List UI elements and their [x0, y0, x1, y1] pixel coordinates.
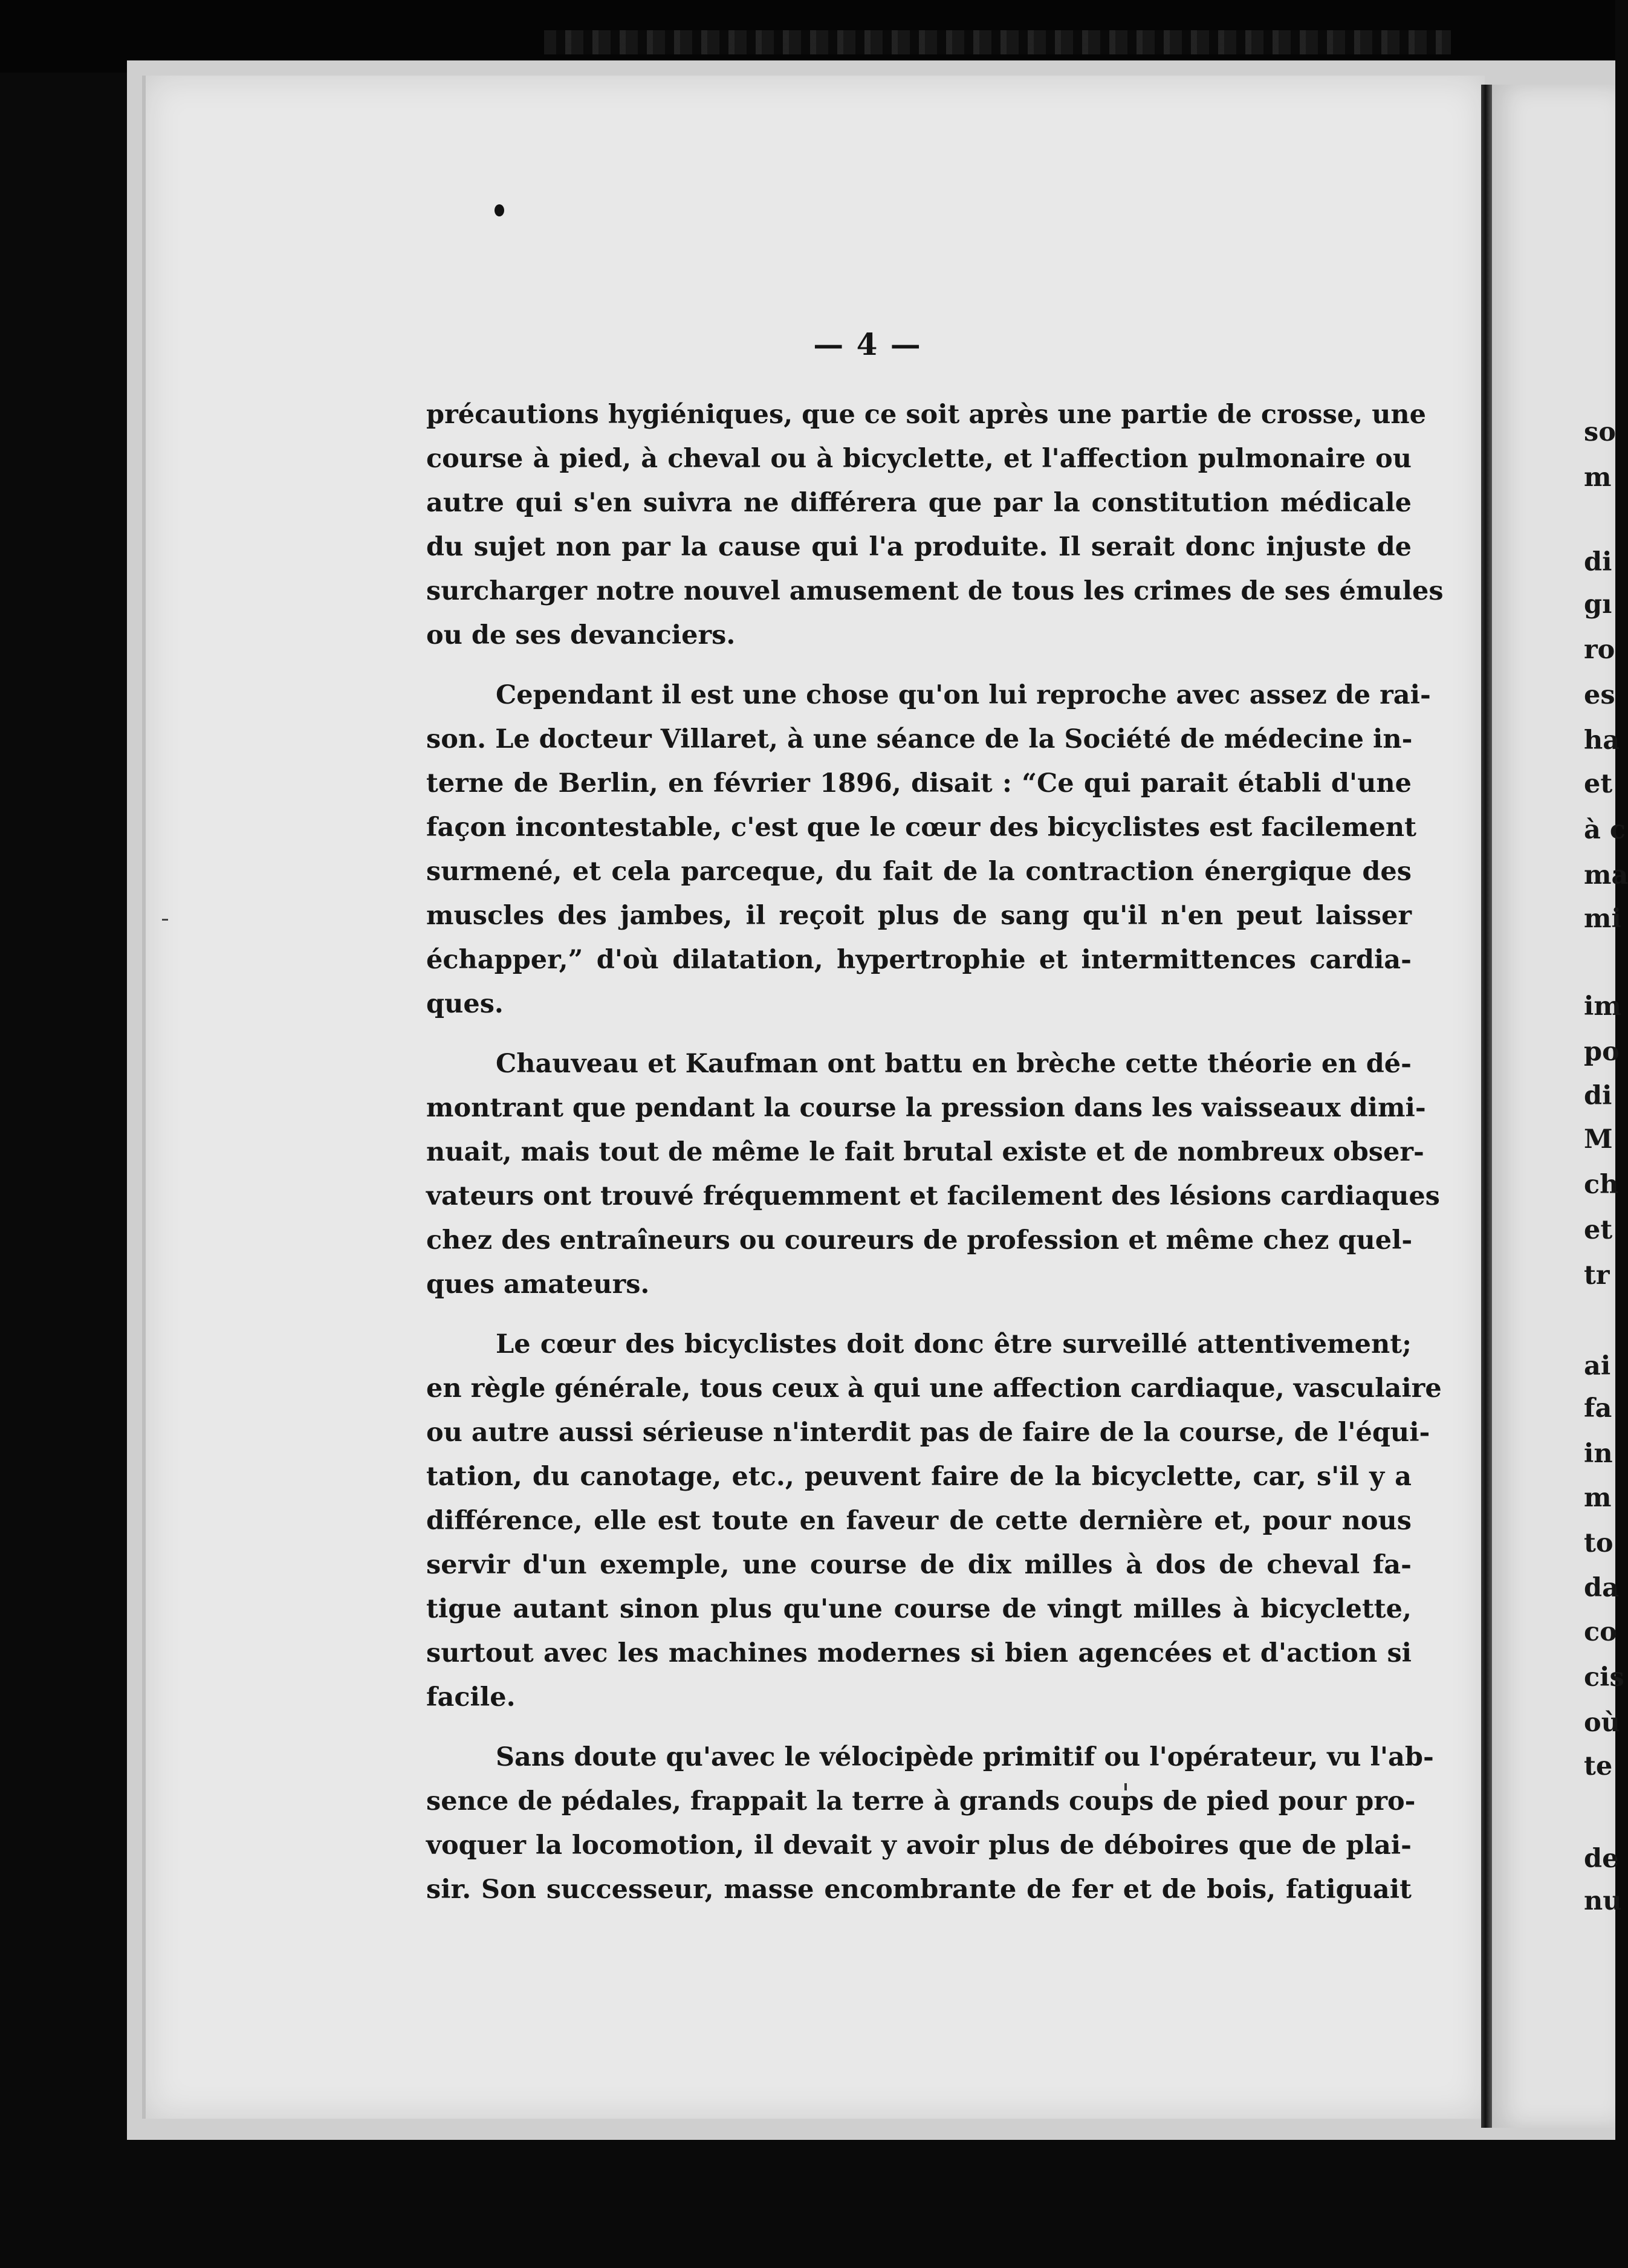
text-line: sence de pédales, frappait la terre à grands coups de pied pour pro-: [426, 1786, 1416, 1816]
paragraph: [426, 393, 1444, 658]
text-line: échapper,” d'où dilatation, hypertrophie et intermittences cardia-: [426, 945, 1412, 975]
facing-page-fragment: so: [1584, 417, 1616, 447]
facing-page-fragment: cis: [1584, 1662, 1624, 1693]
facing-page-fragment: m: [1584, 1483, 1612, 1513]
text-line: surmené, et cela parceque, du fait de la contraction énergique des: [426, 857, 1412, 887]
facing-page-fragment: co: [1584, 1617, 1617, 1647]
text-line: surtout avec les machines modernes si bien agencées et d'action si: [426, 1638, 1412, 1668]
facing-page-fragment: nu: [1584, 1886, 1622, 1916]
paragraph: [426, 1735, 1434, 1912]
facing-page-fragment: et: [1584, 1215, 1613, 1245]
facing-page-fragment: fa: [1584, 1393, 1612, 1424]
body-text: [426, 393, 1444, 1912]
text-line: Le cœur des bicyclistes doit donc être surveillé attentivement;: [496, 1329, 1412, 1359]
facing-page-fragment: te: [1584, 1751, 1613, 1781]
facing-page-fragment: po: [1584, 1037, 1620, 1067]
text-line: façon incontestable, c'est que le cœur des bicyclistes est facilement: [426, 812, 1416, 843]
facing-page-fragment: ch: [1584, 1170, 1619, 1200]
text-line: autre qui s'en suivra ne différera que par la constitution médicale: [426, 488, 1412, 518]
facing-page-fragment: da: [1584, 1573, 1619, 1603]
text-line: chez des entraîneurs ou coureurs de profession et même chez quel-: [426, 1225, 1413, 1256]
text-line: sir. Son successeur, masse encombrante de fer et de bois, fatiguait: [426, 1874, 1412, 1905]
facing-page-fragment: m: [1584, 462, 1612, 493]
book-spine: [1481, 85, 1492, 2128]
facing-page-fragment: de: [1584, 1844, 1619, 1874]
facing-page-fragment: mi: [1584, 904, 1621, 934]
text-line: surcharger notre nouvel amusement de tous les crimes de ses émules: [426, 576, 1444, 606]
ink-speck: [162, 919, 168, 921]
facing-page-fragment: di: [1584, 547, 1612, 577]
facing-page-fragment: di: [1584, 1081, 1612, 1111]
text-line: ou autre aussi sérieuse n'interdit pas de faire de la course, de l'équi-: [426, 1418, 1430, 1448]
facing-page-fragment: gı: [1584, 589, 1612, 620]
facing-page-fragment: tr: [1584, 1260, 1610, 1291]
scan-artifact: [544, 30, 1451, 54]
text-line: ques.: [426, 989, 504, 1019]
text-line: son. Le docteur Villaret, à une séance de la Société de médecine in-: [426, 724, 1413, 754]
text-line: Sans doute qu'avec le vélocipède primitif ou l'opérateur, vu l'ab-: [496, 1742, 1434, 1772]
text-line: tation, du canotage, etc., peuvent faire de la bicyclette, car, s'il y a: [426, 1462, 1412, 1492]
ink-dot-mark: [495, 204, 504, 216]
facing-page-fragment: et: [1584, 769, 1613, 799]
text-line: course à pied, à cheval ou à bicyclette, et l'affection pulmonaire ou: [426, 444, 1412, 474]
text-line: Chauveau et Kaufman ont battu en brèche cette théorie en dé-: [496, 1049, 1412, 1079]
text-line: terne de Berlin, en février 1896, disait : “Ce qui parait établi d'une: [426, 768, 1412, 799]
text-line: voquer la locomotion, il devait y avoir plus de déboires que de plai-: [426, 1830, 1412, 1861]
text-line: ques amateurs.: [426, 1269, 650, 1300]
text-line: Cependant il est une chose qu'on lui reproche avec assez de rai-: [496, 680, 1431, 710]
page-number: — 4 —: [813, 326, 922, 362]
text-line: du sujet non par la cause qui l'a produite. Il serait donc injuste de: [426, 532, 1412, 562]
facing-page-fragment: ai: [1584, 1351, 1611, 1381]
text-line: différence, elle est toute en faveur de cette dernière et, pour nous: [426, 1506, 1412, 1536]
facing-page-fragment: où: [1584, 1708, 1620, 1738]
text-line: tigue autant sinon plus qu'une course de vingt milles à bicyclette,: [426, 1594, 1412, 1624]
text-line: muscles des jambes, il reçoit plus de sang qu'il n'en peut laisser: [426, 901, 1412, 931]
facing-page-fragment: es: [1584, 680, 1615, 710]
text-line: nuait, mais tout de même le fait brutal existe et de nombreux obser-: [426, 1137, 1424, 1167]
text-line: montrant que pendant la course la pression dans les vaisseaux dimi-: [426, 1093, 1426, 1123]
facing-page-fragment: im: [1584, 991, 1621, 1022]
facing-page-fragment: ro: [1584, 635, 1615, 665]
facing-page-fragment: ma: [1584, 860, 1628, 890]
text-line: précautions hygiéniques, que ce soit après une partie de crosse, une: [426, 400, 1426, 430]
text-line: vateurs ont trouvé fréquemment et facilement des lésions cardiaques: [426, 1181, 1440, 1211]
text-line: ou de ses devanciers.: [426, 620, 736, 650]
paragraph: [426, 1042, 1440, 1307]
facing-page-fragment: ha: [1584, 725, 1620, 756]
facing-page-fragment: à c: [1584, 815, 1626, 845]
facing-page-fragment: in: [1584, 1439, 1613, 1469]
text-line: facile.: [426, 1682, 516, 1712]
paragraph: [426, 673, 1431, 1026]
facing-page-fragment: to: [1584, 1528, 1613, 1558]
text-line: en règle générale, tous ceux à qui une affection cardiaque, vasculaire: [426, 1373, 1442, 1404]
text-line: servir d'un exemple, une course de dix milles à dos de cheval fa-: [426, 1550, 1412, 1580]
facing-page-fragment: M: [1584, 1124, 1613, 1155]
paragraph: [426, 1323, 1442, 1720]
